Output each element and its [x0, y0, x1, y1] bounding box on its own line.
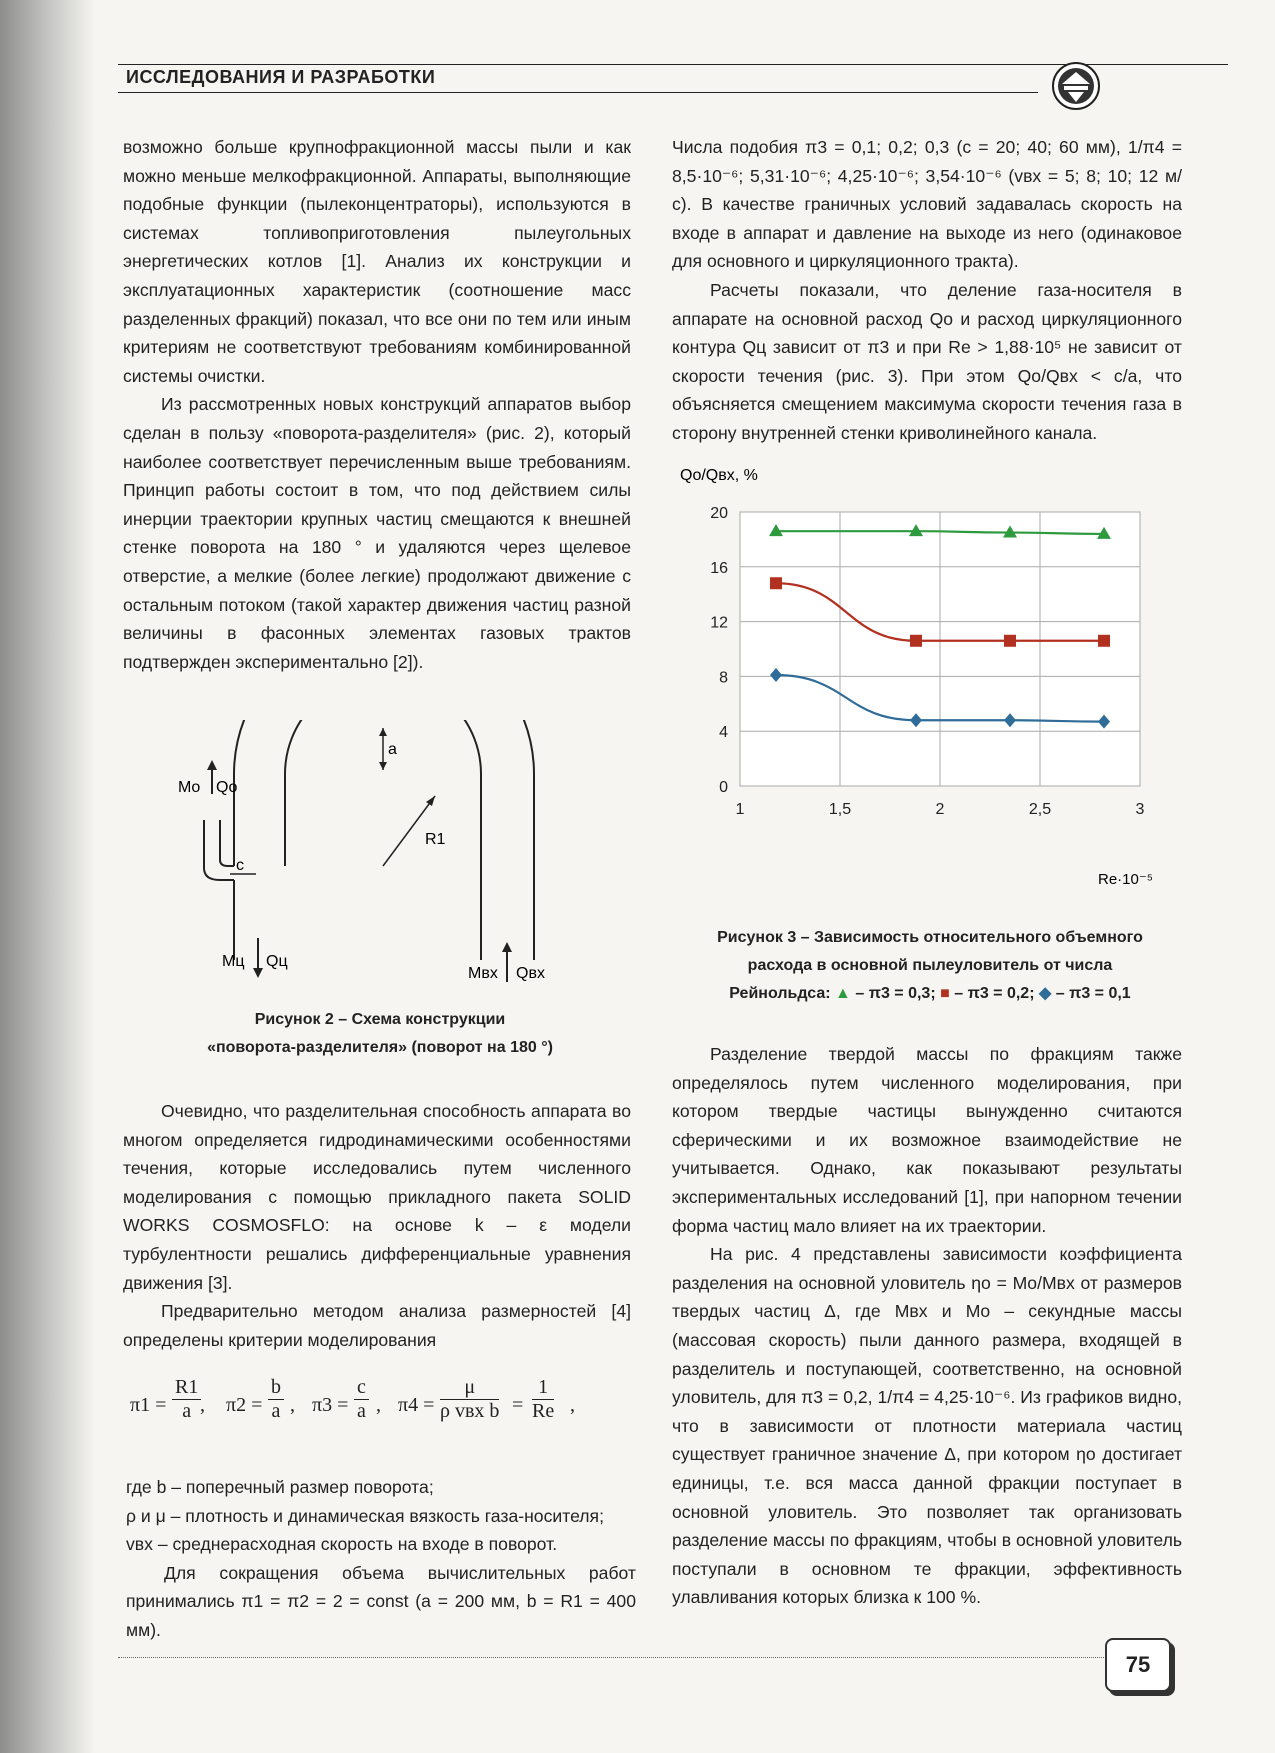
legend-triangle-icon: ▲: [835, 985, 851, 1002]
y-tick-label: 16: [710, 559, 728, 577]
label-r1: R1: [425, 831, 446, 848]
pi3-label: π3 =: [312, 1394, 349, 1416]
left-column: [123, 133, 631, 676]
legend-diamond-icon: ◆: [1038, 985, 1052, 1002]
figure-2-diagram: [150, 720, 570, 990]
where-rho-mu: ρ и μ – плотность и динамическая вязкость газа-носителя;: [126, 1505, 604, 1526]
legend-item-3: – π3 = 0,1: [1055, 985, 1131, 1002]
label-c: c: [236, 857, 244, 874]
x-tick-label: 2: [935, 801, 945, 818]
outer-wall: [234, 720, 534, 960]
figure-3-caption-line-3: Рейнольдса: ▲ – π3 = 0,3; ■ – π3 = 0,2; ◆ – π3 = 0,1: [729, 985, 1131, 1002]
page-binding-shadow: [0, 0, 95, 1753]
pi1-fraction: $\frac{R1}{a}$: [172, 1376, 201, 1423]
label-qo: Qo: [216, 779, 238, 796]
right-paragraph-2: Расчеты показали, что деление газа-носителя в аппарате на основной расход Qo и расход циркуляционного контура Qц зависит от π3 и при Re > 1,88·10⁵ не зависит от скорости течения (рис. 3). При этом Qo/Qвх < c/a, что объясняется смещением максимума скорости течения газа в сторону внутренней стенки криволинейного канала.: [672, 279, 1182, 443]
left-paragraph-1: возможно больше крупнофракционной массы пыли и как можно меньше мелкофракционной. Аппараты, выполняющие подобные функции (пылеконцентраторы), используются в системах топливоприготовления пылеугольных энергетических котлов [1]. Анализ их конструкции и эксплуатационных характеристик (соотношение масс разделенных фракций) показал, что все они по тем или иным критериям не соответствуют требованиям комбинированной системы очистки.: [123, 137, 631, 386]
pi2-fraction: $\frac{b}{a}$: [268, 1376, 284, 1423]
footer-rule: [118, 1657, 1108, 1658]
y-tick-label: 4: [719, 724, 728, 742]
figure-2-caption-line-2: «поворота-разделителя» (поворот на 180 °): [207, 1039, 553, 1056]
left-paragraph-3: Очевидно, что разделительная способность аппарата во многом определяется гидродинамическими особенностями течения, которые исследовались путем численного моделирования с помощью прикладного пакета SOLID WORKS COSMOSFLO: на основе k – ε модели турбулентности решались дифференциальные уравнения движения [3].: [123, 1101, 631, 1293]
legend-square-icon: ■: [940, 985, 950, 1002]
pi4-fraction: μ ρ vвх b: [440, 1376, 500, 1422]
x-tick-label: 3: [1135, 801, 1145, 818]
right-paragraph-1: Числа подобия π3 = 0,1; 0,2; 0,3 (c = 20; 40; 60 мм), 1/π4 = 8,5·10⁻⁶; 5,31·10⁻⁶; 4,25·10⁻⁶; 3,54·10⁻⁶ (vвх = 5; 8; 10; 12 м/с). В качестве граничных условий задавалась скорость на входе в аппарат и давление на выходе из него (одинаковое для основного и циркуляционного тракта).: [672, 137, 1182, 272]
y-tick-label: 12: [710, 614, 728, 632]
y-tick-label: 20: [710, 505, 728, 522]
pi1-label: π1 =: [130, 1394, 167, 1416]
figure-2-caption: [150, 1006, 610, 1062]
chart-x-axis-label: Re·10⁻⁵: [1098, 871, 1153, 888]
figure-3-caption-line-1: Рисунок 3 – Зависимость относительного объемного: [717, 929, 1143, 946]
chart-y-axis-label: Qo/Qвх, %: [680, 467, 758, 484]
label-mc: Mц: [222, 953, 245, 970]
pi3-fraction: $\frac{c}{a}$: [354, 1376, 369, 1423]
y-tick-label: 0: [719, 779, 728, 796]
right-column-lower: [672, 1040, 1182, 1612]
figure-2-caption-line-1: Рисунок 2 – Схема конструкции: [254, 1011, 506, 1028]
left-paragraph-4: Предварительно методом анализа размерностей [4] определены критерии моделирования: [123, 1301, 631, 1350]
pi2-label: π2 =: [226, 1394, 263, 1416]
label-mvx: Mвх: [468, 965, 498, 982]
running-header: ИССЛЕДОВАНИЯ И РАЗРАБОТКИ: [126, 67, 436, 87]
x-tick-label: 1,5: [828, 801, 852, 818]
slot-inner: [220, 820, 234, 866]
right-column: [672, 133, 1182, 448]
label-mo: Mo: [178, 779, 201, 796]
left-paragraph-2: Из рассмотренных новых конструкций аппаратов выбор сделан в пользу «поворота-разделителя» (рис. 2), который наиболее соответствует перечисленным выше требованиям. Принцип работы состоит в том, что под действием силы инерции траектории крупных частиц смещаются к внешней стенке поворота на 180 ° и удаляются через щелевое отверстие, а мелкие (более легкие) продолжают движение с остальным потоком (такой характер движения частиц разной величины в фасонных элементах газовых трактов подтвержден экспериментально [2]).: [123, 394, 631, 672]
left-column-lower: [123, 1097, 631, 1354]
pi4-reynolds-fraction: $\frac{1}{Re}$: [532, 1376, 555, 1422]
similarity-criteria-formula: π1 = $\frac{R1}{a}$ , π2 = $\frac{b}{a}$ , π3 = $\frac{c}{a}$ , π4 = μ ρ vвх b = $\frac{1}{Re}$ ,: [130, 1376, 575, 1422]
page-number: 75: [1105, 1638, 1171, 1692]
x-tick-label: 2,5: [1028, 801, 1052, 818]
data-point-square: [1004, 635, 1016, 647]
label-qvx: Qвх: [516, 965, 545, 982]
right-paragraph-4: На рис. 4 представлены зависимости коэффициента разделения на основной уловитель ηo = Mo/Mвх от размеров твердых частиц Δ, где Mвх и Mo – секундные массы (массовая скорость) пыли данного размера, входящей в разделитель и поступающей, соответственно, на основной уловитель, для π3 = 0,2, 1/π4 = 4,25·10⁻⁶. Из графиков видно, что в зависимости от плотности материала частиц существует граничное значение Δ, при котором ηo достигает единицы, т.е. вся масса данной фракции поступает в основной уловитель. Это позволяет так организовать разделение массы по фракциям, чтобы в основной уловитель поступали в основном те фракции, эффективность улавливания которых близка к 100 %.: [672, 1244, 1182, 1608]
data-point-square: [770, 577, 782, 589]
figure-3-caption: [680, 924, 1180, 1008]
left-paragraph-5: Для сокращения объема вычислительных работ принимались π1 = π2 = 2 = const (a = 200 мм, b = R1 = 400 мм).: [126, 1562, 636, 1640]
where-v: vвх – среднерасходная скорость на входе в поворот.: [126, 1534, 558, 1555]
where-b: где b – поперечный размер поворота;: [126, 1477, 434, 1497]
legend-item-2: – π3 = 0,2;: [954, 985, 1035, 1002]
figure-3-chart: [660, 460, 1180, 900]
figure-3-caption-line-2: расхода в основной пылеуловитель от числа: [747, 957, 1113, 974]
label-a: a: [388, 741, 397, 758]
data-point-square: [910, 635, 922, 647]
right-paragraph-3: Разделение твердой массы по фракциям также определялось путем численного моделирования, при котором твердые частицы вынужденно считаются сферическими и их возможное взаимодействие не учитывается. Однако, как показывают результаты экспериментальных исследований [1], при напорном течении форма частиц мало влияет на их траектории.: [672, 1044, 1182, 1236]
legend-item-1: – π3 = 0,3;: [855, 985, 936, 1002]
x-tick-label: 1: [735, 801, 745, 818]
formula-legend: [126, 1473, 636, 1645]
pi4-label: π4 =: [398, 1394, 435, 1416]
header-rule-lower: [118, 92, 1038, 93]
data-point-square: [1098, 635, 1110, 647]
label-qc: Qц: [266, 953, 288, 970]
journal-logo-icon: [1050, 60, 1102, 112]
y-tick-label: 8: [719, 669, 728, 687]
